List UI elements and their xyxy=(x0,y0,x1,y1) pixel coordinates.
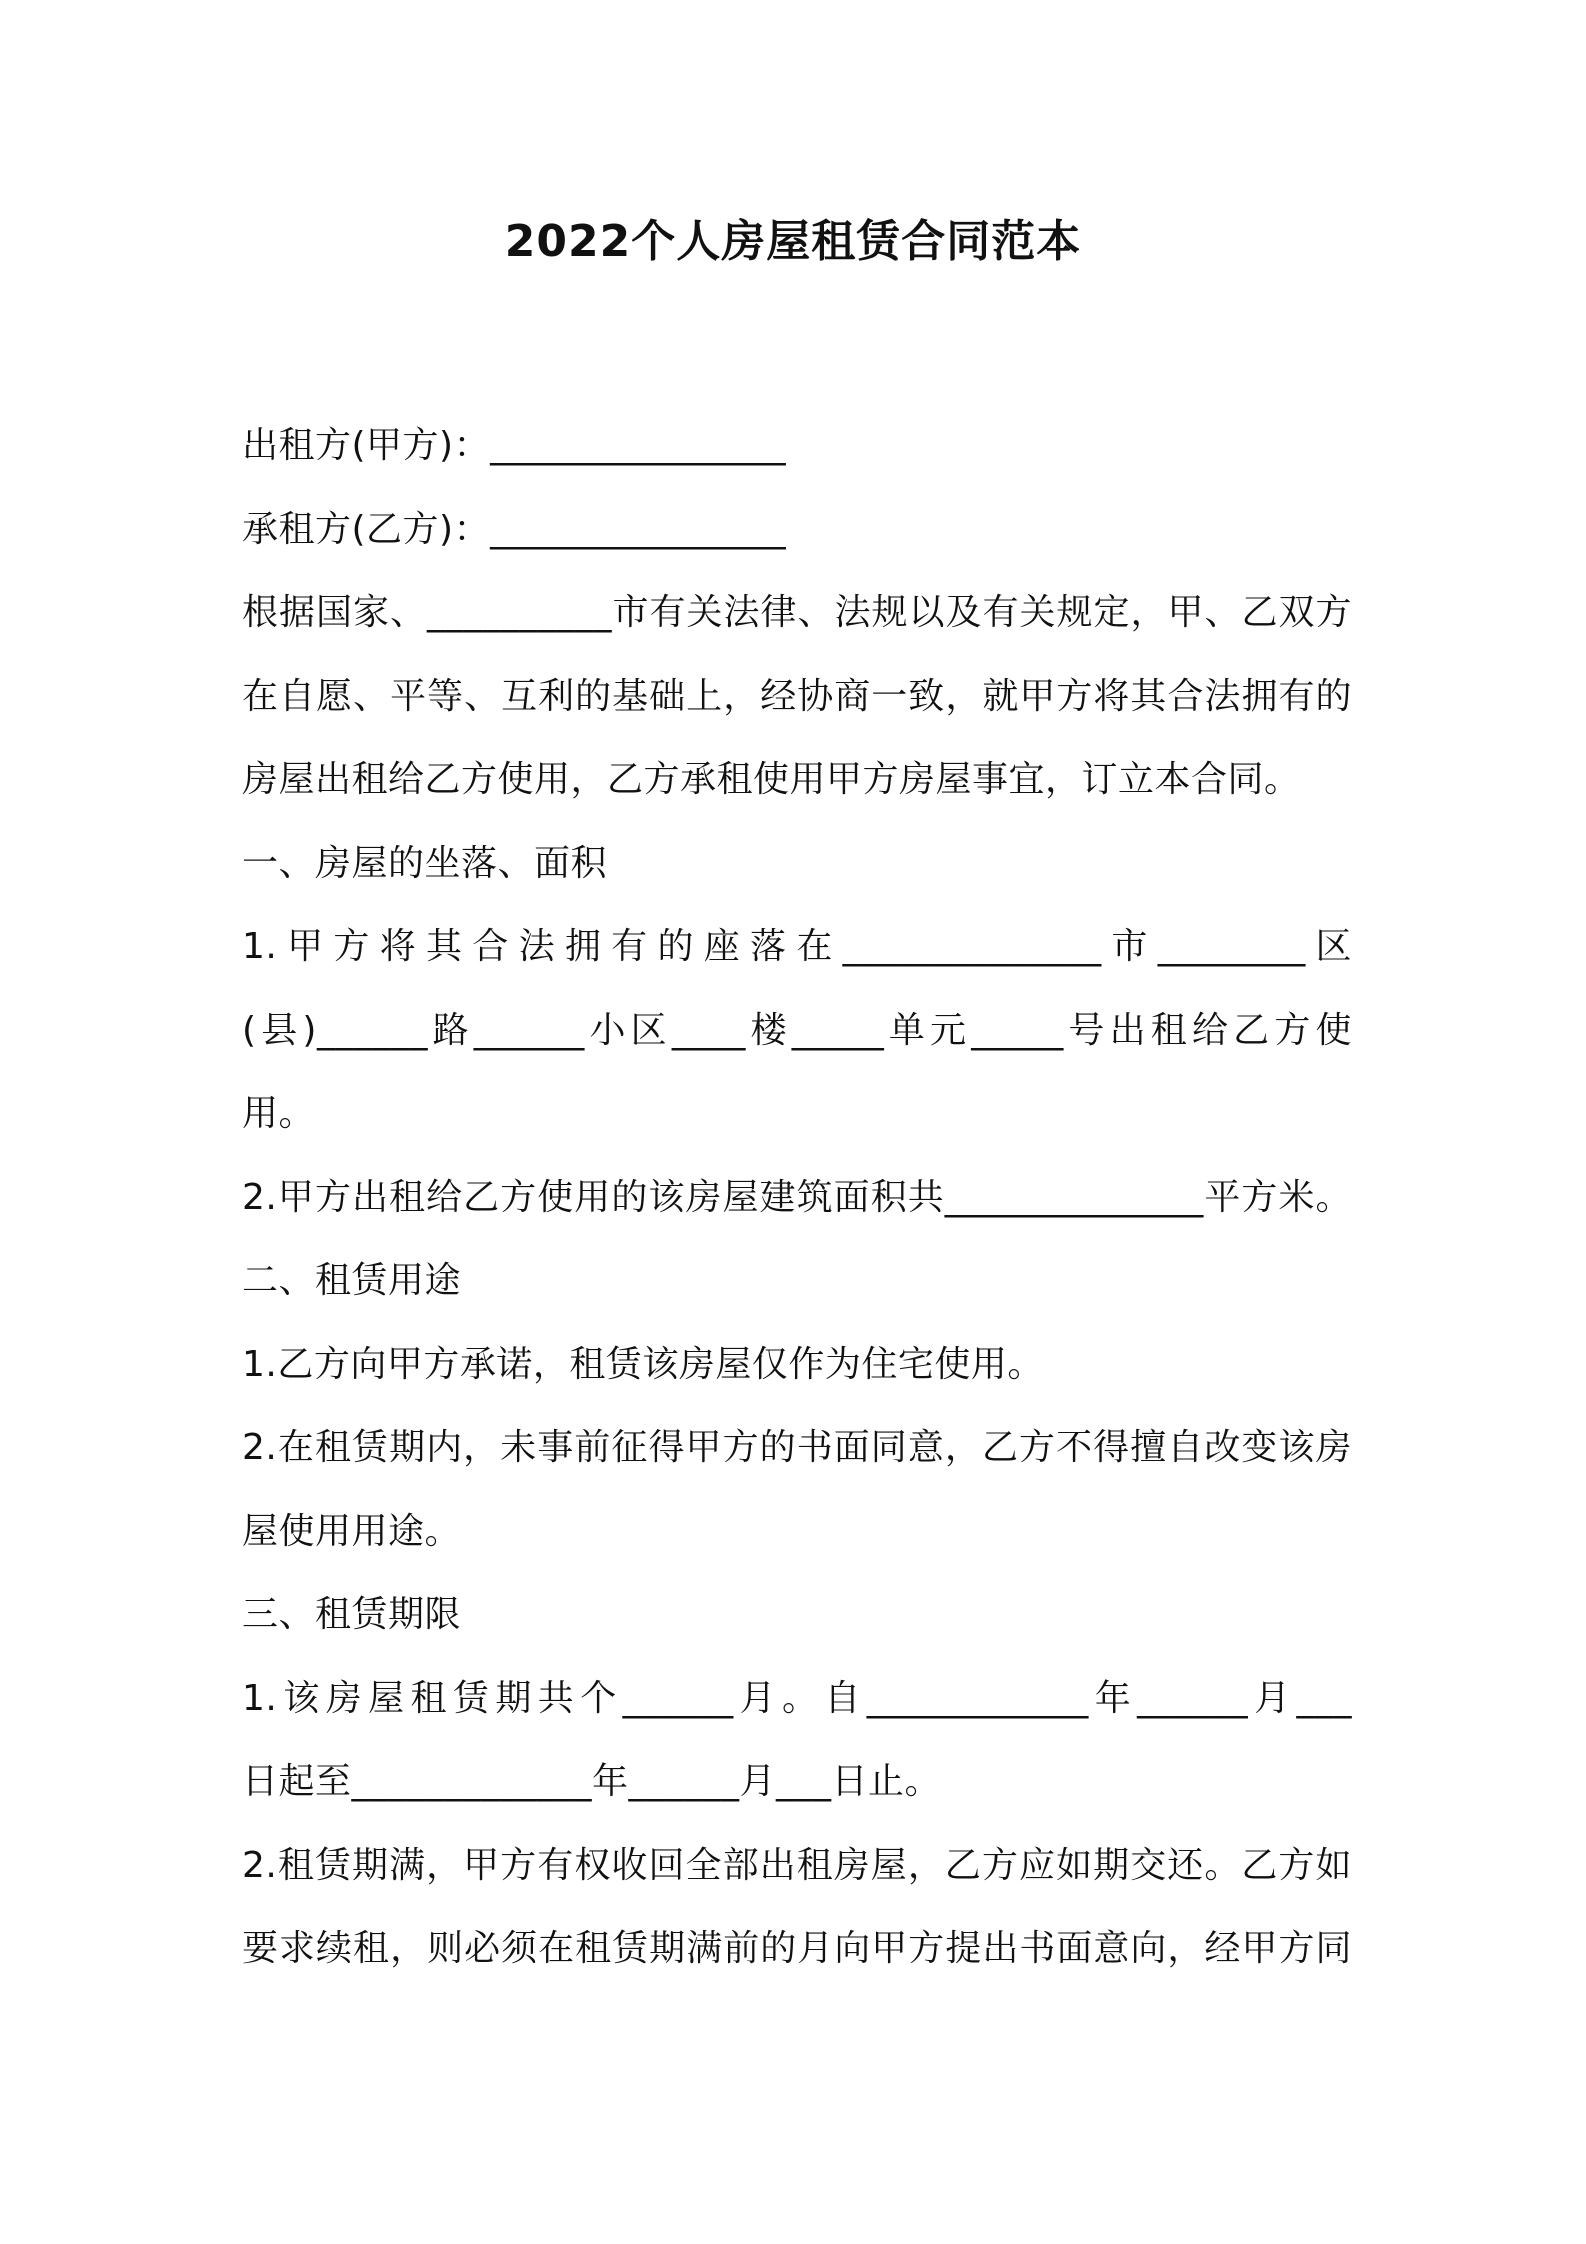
document-line: 1.该房屋租赁期共个______月。自____________年______月___ xyxy=(242,1677,1352,1719)
document-line: 一、房屋的坐落、面积 xyxy=(242,842,608,884)
document-line: 二、租赁用途 xyxy=(242,1260,462,1301)
document-body xyxy=(242,404,1352,1991)
document-line: 根据国家、__________市有关法律、法规以及有关规定，甲、乙双方 xyxy=(242,592,1352,633)
document-line: 1.乙方向甲方承诺，租赁该房屋仅作为住宅使用。 xyxy=(242,1343,1044,1385)
document-line: (县)______路______小区____楼_____单元_____号出租给乙方使 xyxy=(242,1009,1352,1051)
document-line: 三、租赁期限 xyxy=(242,1594,462,1635)
document-line: 在自愿、平等、互利的基础上，经协商一致，就甲方将其合法拥有的 xyxy=(242,675,1352,717)
document-line: 2.租赁期满，甲方有权收回全部出租房屋，乙方应如期交还。乙方如 xyxy=(242,1844,1352,1886)
document-title: 2022个人房屋租赁合同范本 xyxy=(504,216,1082,267)
document-line: 屋使用用途。 xyxy=(242,1510,462,1552)
document-line: 2.甲方出租给乙方使用的该房屋建筑面积共______________平方米。 xyxy=(242,1176,1352,1218)
document-line: 出租方(甲方)：________________ xyxy=(242,425,787,466)
document-line: 2.在租赁期内，未事前征得甲方的书面同意，乙方不得擅自改变该房 xyxy=(242,1427,1352,1468)
document-line: 要求续租，则必须在租赁期满前的月向甲方提出书面意向，经甲方同 xyxy=(242,1928,1352,1969)
document-line: 用。 xyxy=(242,1093,316,1134)
document-line: 承租方(乙方)：________________ xyxy=(242,508,787,550)
document-line: 房屋出租给乙方使用，乙方承租使用甲方房屋事宜，订立本合同。 xyxy=(242,759,1301,800)
document-line: 日起至_____________年______月___日止。 xyxy=(242,1761,942,1802)
document-line: 1.甲方将其合法拥有的座落在______________市________区 xyxy=(242,926,1352,967)
